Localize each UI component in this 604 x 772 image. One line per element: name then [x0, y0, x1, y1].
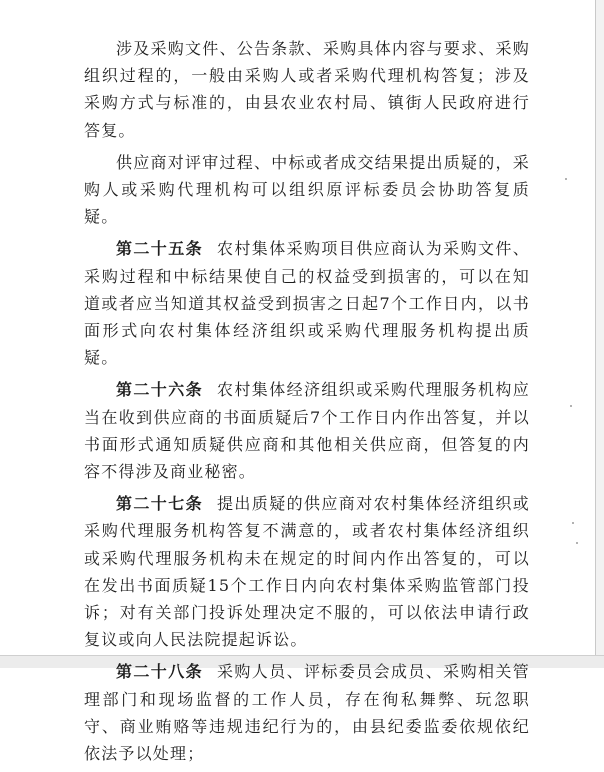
paragraph-procurement-replies — [84, 35, 530, 144]
article-text: 农村集体采购项目供应商认为采购文件、采购过程和中标结果使自己的权益受到损害的，可以在知道或者应当知道其权益受到损害之日起7个工作日内，以书面形式向农村集体经济组织或采购代理服务机构提出质疑。 — [84, 239, 530, 368]
article-27 — [84, 490, 530, 653]
scan-speck — [576, 542, 578, 544]
article-26 — [84, 376, 530, 485]
article-25 — [84, 235, 530, 371]
article-number: 第二十八条 — [116, 662, 203, 682]
article-number: 第二十五条 — [116, 239, 203, 259]
article-text: 农村集体经济组织或采购代理服务机构应当在收到供应商的书面质疑后7个工作日内作出答复，并以书面形式通知质疑供应商和其他相关供应商，但答复的内容不得涉及商业秘密。 — [84, 380, 530, 482]
viewer-gutter — [596, 0, 604, 667]
paragraph-text: 供应商对评审过程、中标或者成交结果提出质疑的，采购人或采购代理机构可以组织原评标委员会协助答复质疑。 — [84, 152, 530, 227]
document-body — [84, 35, 530, 772]
scan-speck — [565, 178, 567, 180]
paragraph-text: 涉及采购文件、公告条款、采购具体内容与要求、采购组织过程的，一般由采购人或者采购代理机构答复；涉及采购方式与标准的，由县农业农村局、镇街人民政府进行答复。 — [84, 39, 530, 140]
article-text: 采购人员、评标委员会成员、采购相关管理部门和现场监督的工作人员，存在徇私舞弊、玩忽职守、商业贿赂等违规违纪行为的，由县纪委监委依规依纪依法予以处理； — [84, 662, 530, 764]
article-text: 提出质疑的供应商对农村集体经济组织或采购代理服务机构答复不满意的，或者农村集体经济组织或采购代理服务机构未在规定的时间内作出答复的，可以在发出书面质疑15个工作日内向农村集体采购监管部门投诉；对有关部门投诉处理决定不服的，可以依法申请行政复议或向人民法院提起诉讼。 — [84, 494, 530, 650]
scan-speck — [572, 522, 574, 524]
scan-speck — [570, 405, 572, 407]
article-28 — [84, 658, 530, 767]
article-number: 第二十七条 — [116, 494, 203, 514]
paragraph-review-objection — [84, 149, 530, 231]
article-number: 第二十六条 — [116, 380, 203, 400]
